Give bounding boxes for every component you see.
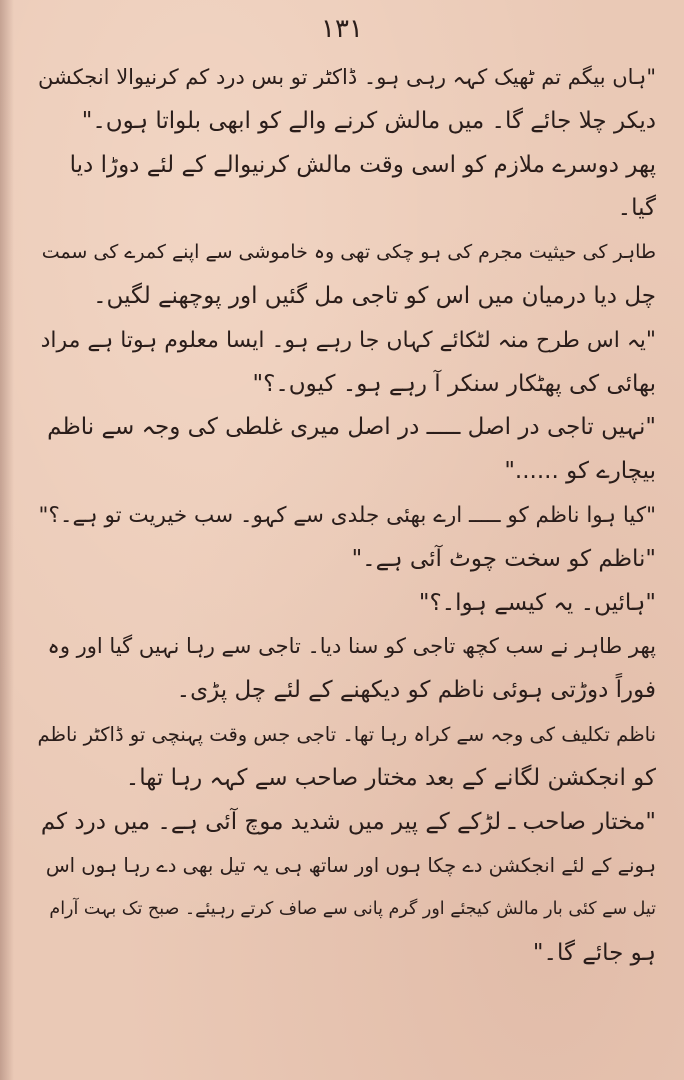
- text-line-5: طاہر کی حیثیت مجرم کی ہو چکی تھی وہ خاموشی سے اپنے کمرے کی سمت: [41, 241, 656, 264]
- text-line-17: کو انجکشن لگانے کے بعد مختار صاحب سے کہہ رہا تھا۔: [125, 764, 656, 791]
- text-line-20: تیل سے کئی بار مالش کیجئے اور گرم پانی سے صاف کرتے رہیئے۔ صبح تک بہت آرام: [49, 899, 656, 920]
- page-text: [38, 56, 656, 976]
- text-line-18: "مختار صاحب ـ لڑکے کے پیر میں شدید موچ آئی ہے۔ میں درد کم: [40, 808, 656, 835]
- text-line-13: "ہائیں۔ یہ کیسے ہوا۔؟": [418, 589, 656, 616]
- page-number: ۱۳۱: [321, 14, 363, 44]
- text-line-15: فوراً دوڑتی ہوئی ناظم کو دیکھنے کے لئے چل پڑی۔: [176, 677, 656, 704]
- text-line-4: گیا۔: [617, 195, 656, 222]
- text-line-14: پھر طاہر نے سب کچھ تاجی کو سنا دیا۔ تاجی سے رہا نہیں گیا اور وہ: [47, 634, 656, 659]
- text-line-11: "کیا ہوا ناظم کو ـــــ ارے بھئی جلدی سے کہو۔ سب خیریت تو ہے۔؟": [38, 502, 656, 528]
- text-line-10: بیچارے کو ......": [504, 458, 656, 485]
- text-line-6: چل دیا درمیان میں اس کو تاجی مل گئیں اور پوچھنے لگیں۔: [93, 282, 656, 309]
- text-line-12: "ناظم کو سخت چوٹ آئی ہے۔": [351, 545, 656, 572]
- text-line-16: ناظم تکلیف کی وجہ سے کراہ رہا تھا۔ تاجی جس وقت پہنچی تو ڈاکٹر ناظم: [38, 722, 656, 746]
- text-line-7: "یہ اس طرح منہ لٹکائے کہاں جا رہے ہو۔ ایسا معلوم ہوتا ہے مراد: [40, 327, 656, 353]
- text-line-9: "نہیں تاجی در اصل ـــــ در اصل میری غلطی کی وجہ سے ناظم: [47, 414, 656, 441]
- text-line-8: بھائی کی پھٹکار سنکر آ رہے ہو۔ کیوں۔؟": [252, 370, 656, 397]
- text-line-1: "ہاں بیگم تم ٹھیک کہہ رہی ہو۔ ڈاکٹر تو بس درد کم کرنیوالا انجکشن: [38, 65, 656, 89]
- text-line-2: دیکر چلا جائے گا۔ میں مالش کرنے والے کو ابھی بلواتا ہوں۔": [81, 107, 656, 134]
- text-line-21: ہو جائے گا۔": [532, 939, 656, 966]
- text-line-19: ہونے کے لئے انجکشن دے چکا ہوں اور ساتھ ہی یہ تیل بھی دے رہا ہوں اس: [45, 854, 656, 878]
- text-line-3: پھر دوسرے ملازم کو اسی وقت مالش کرنیوالے کے لئے دوڑا دیا: [69, 151, 656, 178]
